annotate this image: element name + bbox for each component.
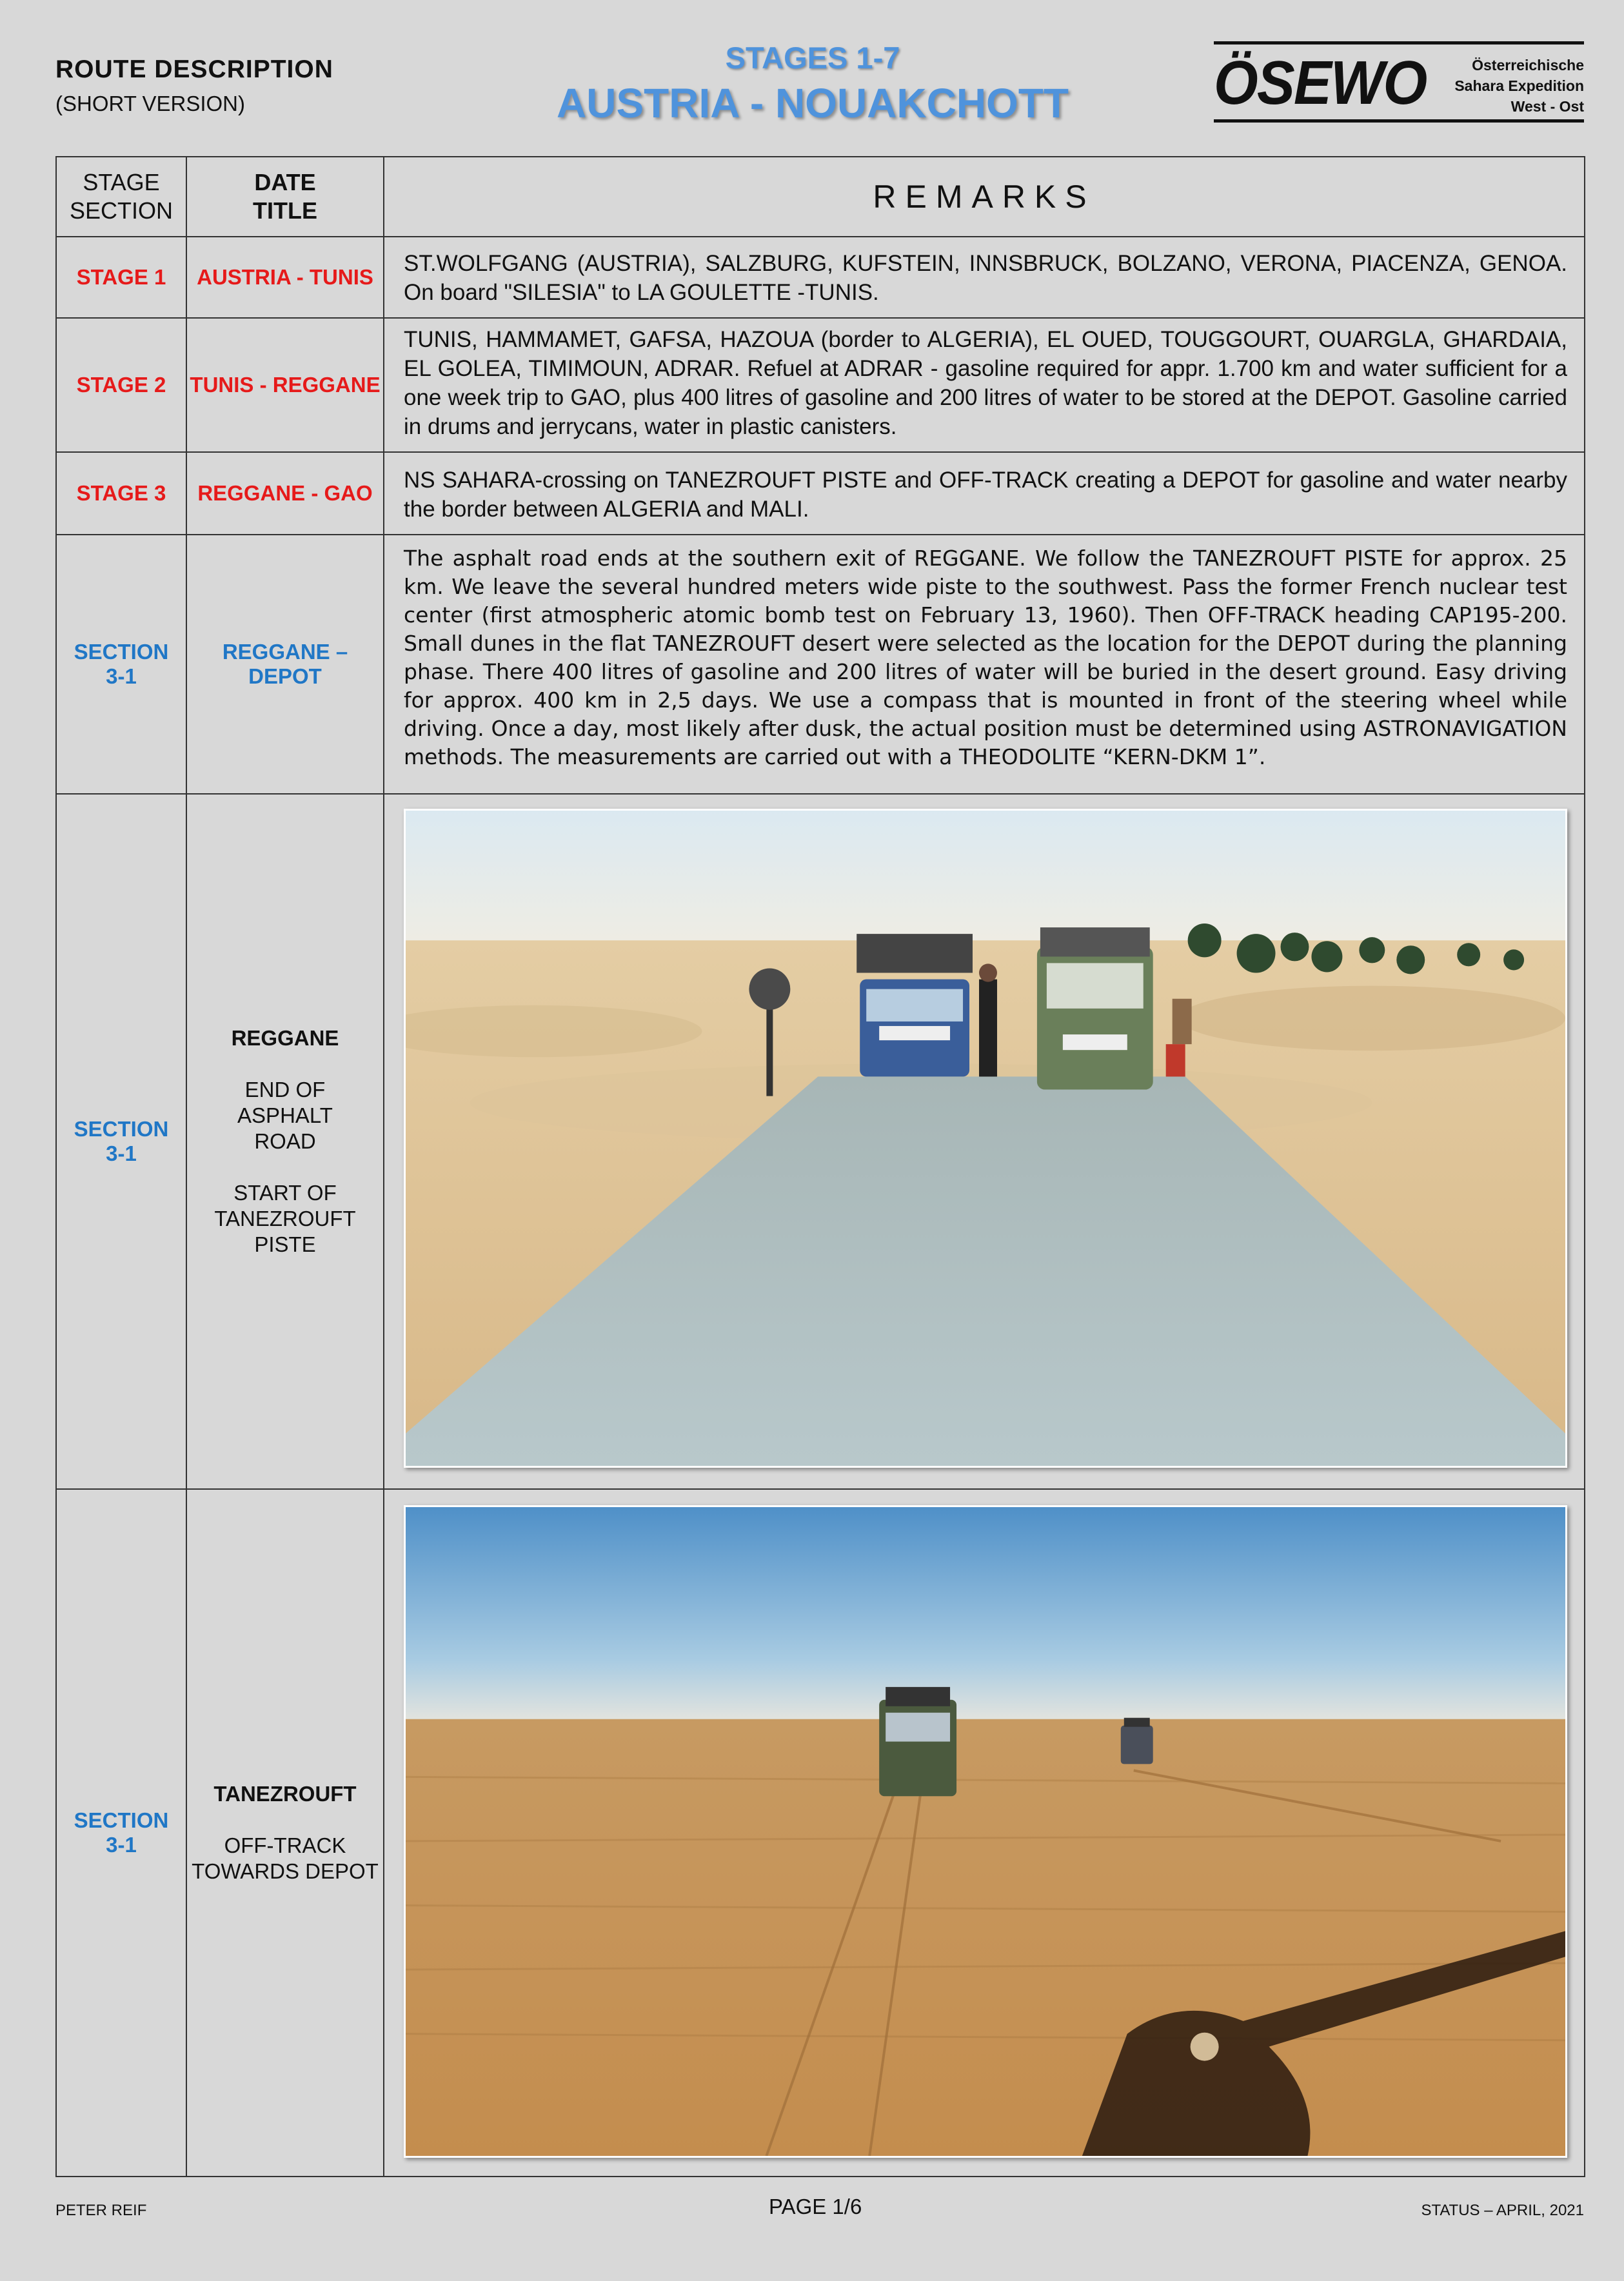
asphalt-road-scene [406, 811, 1565, 1466]
section-remarks: The asphalt road ends at the southern exit of REGGANE. We follow the TANEZROUFT PISTE for approx. 25 km. We leave the several hundred meters wide piste to the southwest. Pass the former French nuclear test center (first atmospheric atomic bomb test on February 13, 1960). Then OFF-TRACK heading CAP195-200. Small dunes in the flat TANEZROUFT desert were selected as the location for the DEPOT during the planning phase. There 400 litres of gasoline and 200 litres of water will be buried in the desert ground. Easy driving for approx. 400 km in 2,5 days. We use a compass that is mounted in front of the steering wheel while driving. Once a day, most likely after dusk, the actual position must be determined using ASTRONAVIGATION methods. The measurements are carried out with a THEODOLITE “KERN-DKM 1”. [404, 546, 1567, 769]
col-header-remarks: REMARKS [873, 178, 1096, 215]
table-row [57, 453, 1584, 535]
footer-status: STATUS – APRIL, 2021 [1421, 2202, 1584, 2219]
section-label: SECTION 3-1 [57, 1490, 187, 2176]
col-header-stage: STAGE SECTION [57, 157, 187, 236]
stage-title: AUSTRIA - TUNIS [187, 237, 384, 317]
footer-author: PETER REIF [55, 2202, 147, 2219]
osewo-logo [1214, 41, 1584, 123]
logo-tagline: Österreichische Sahara Expedition West - Ost [1454, 57, 1584, 115]
stage-remarks: TUNIS, HAMMAMET, GAFSA, HAZOUA (border to ALGERIA), EL OUED, TOUGGOURT, OUARGLA, GHARDAIA, EL GOLEA, TIMIMOUN, ADRAR. Refuel at ADRAR - gasoline required for appr. 1.700 km and water sufficient for a one week trip to GAO, plus 400 litres of gasoline and 200 litres of water to be stored at the DEPOT. Gasoline carried in drums and jerrycans, water in plastic canisters. [404, 327, 1567, 439]
route-title: AUSTRIA - NOUAKCHOTT [557, 80, 1069, 126]
section-label: SECTION 3-1 [57, 795, 187, 1488]
stage-label: STAGE 3 [57, 453, 187, 534]
table-row [57, 535, 1584, 795]
route-heading [490, 40, 1135, 127]
stages-label: STAGES 1-7 [725, 41, 900, 75]
table-row [57, 795, 1584, 1490]
col-header-date-title: DATE TITLE [187, 157, 384, 236]
section-label: SECTION 3-1 [57, 535, 187, 793]
logo-wordmark: ÖSEWO [1214, 48, 1427, 117]
footer-page-number: PAGE 1/6 [769, 2195, 862, 2218]
photo-caption: TANEZROUFT OFF-TRACK TOWARDS DEPOT [187, 1490, 384, 2176]
photo-cell [384, 1490, 1584, 2176]
photo-end-of-asphalt-road [404, 809, 1567, 1468]
stage-title: TUNIS - REGGANE [187, 319, 384, 451]
route-description-heading [55, 55, 333, 116]
photo-caption: REGGANE END OF ASPHALT ROAD START OF TANEZROUFT PISTE [187, 795, 384, 1488]
route-table [55, 156, 1585, 2177]
section-title: REGGANE – DEPOT [187, 535, 384, 793]
photo-cell [384, 795, 1584, 1488]
table-header-row [57, 157, 1584, 237]
table-row [57, 1490, 1584, 2176]
stage-label: STAGE 1 [57, 237, 187, 317]
stage-title: REGGANE - GAO [187, 453, 384, 534]
doc-title: ROUTE DESCRIPTION [55, 55, 333, 83]
stage-label: STAGE 2 [57, 319, 187, 451]
table-row [57, 237, 1584, 319]
stage-remarks: NS SAHARA-crossing on TANEZROUFT PISTE and OFF-TRACK creating a DEPOT for gasoline and water nearby the border between ALGERIA and MALI. [404, 468, 1567, 522]
photo-off-track-tanezrouft [404, 1505, 1567, 2158]
desert-offtrack-scene [406, 1507, 1565, 2156]
table-row [57, 319, 1584, 453]
stage-remarks: ST.WOLFGANG (AUSTRIA), SALZBURG, KUFSTEIN, INNSBRUCK, BOLZANO, VERONA, PIACENZA, GENOA. On board "SILESIA" to LA GOULETTE -TUNIS. [404, 251, 1567, 305]
doc-subtitle: (SHORT VERSION) [55, 92, 245, 115]
